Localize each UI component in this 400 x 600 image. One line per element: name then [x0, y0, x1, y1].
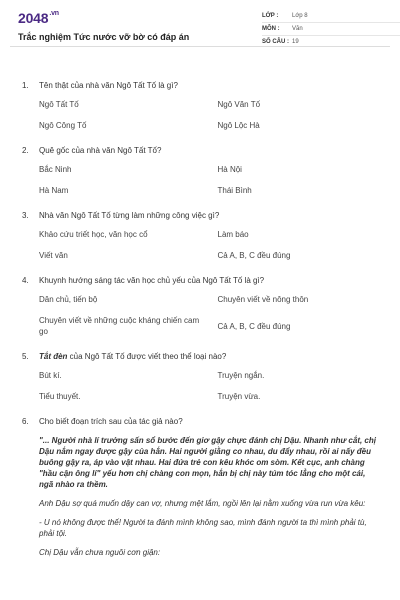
page-title: Trắc nghiệm Tức nước vỡ bờ có đáp án: [18, 32, 190, 42]
question-list: [0, 47, 400, 558]
site-logo[interactable]: [18, 10, 59, 26]
work-title: Tắt đèn: [39, 352, 68, 361]
question-number: 6.: [22, 417, 29, 426]
option-d[interactable]: Cả A, B, C đều đúng: [217, 321, 291, 331]
question-1: [22, 80, 378, 131]
meta-value: Văn: [292, 26, 303, 32]
question-text: Quê gốc của nhà văn Ngô Tất Tố?: [39, 146, 162, 155]
logo-main: 2048: [18, 10, 49, 26]
question-text: Cho biết đoạn trích sau của tác giả nào?: [39, 417, 183, 426]
meta-row-subject: [262, 23, 400, 36]
meta-label: LỚP :: [262, 13, 279, 19]
option-c[interactable]: Ngô Công Tố: [39, 121, 87, 130]
option-b[interactable]: Hà Nội: [217, 165, 242, 174]
passage-paragraph-3: Chị Dậu vẫn chưa nguôi cơn giận:: [39, 548, 161, 557]
question-number: 2.: [22, 146, 29, 155]
question-2: [22, 145, 378, 196]
question-text: Tên thật của nhà văn Ngô Tất Tố là gì?: [39, 81, 178, 90]
option-c[interactable]: Hà Nam: [39, 186, 69, 195]
option-c[interactable]: Viết văn: [39, 251, 68, 260]
logo-tld: .vn: [49, 10, 59, 17]
option-b[interactable]: Truyện ngắn.: [217, 371, 265, 380]
option-c[interactable]: Tiểu thuyết.: [39, 392, 81, 401]
meta-row-count: [262, 36, 400, 48]
question-number: 5.: [22, 352, 29, 361]
option-d[interactable]: Ngô Lộc Hà: [217, 121, 260, 130]
question-number: 4.: [22, 276, 29, 285]
question-3: [22, 210, 378, 261]
options: [22, 229, 378, 261]
quiz-meta: [262, 10, 400, 48]
question-number: 3.: [22, 211, 29, 220]
option-b[interactable]: Chuyên viết về nông thôn: [217, 295, 309, 304]
question-text-rest: của Ngô Tất Tố được viết theo thể loại nào?: [67, 352, 227, 361]
option-d[interactable]: Truyện vừa.: [217, 392, 261, 401]
option-a[interactable]: Dân chủ, tiến bộ: [39, 295, 98, 304]
question-5: [22, 351, 378, 402]
option-d[interactable]: Cả A, B, C đều đúng: [217, 251, 291, 260]
options: [22, 370, 378, 402]
meta-label: MÔN :: [262, 26, 280, 32]
option-b[interactable]: Ngô Văn Tố: [217, 100, 261, 109]
options: [22, 294, 378, 337]
question-6: [22, 416, 378, 558]
option-b[interactable]: Làm báo: [217, 230, 249, 239]
option-a[interactable]: Bắc Ninh: [39, 165, 72, 174]
option-d[interactable]: Thái Bình: [217, 186, 252, 195]
question-4: [22, 275, 378, 337]
option-a[interactable]: Ngô Tất Tố: [39, 100, 79, 109]
passage-paragraph-1: Anh Dậu sợ quá muốn dậy can vợ, nhưng mệt lắm, ngồi lên lại nằm xuống vừa run vừa kêu:: [39, 499, 366, 508]
option-c[interactable]: Chuyên viết về những cuộc kháng chiến cam go: [39, 316, 200, 336]
question-text: [39, 351, 226, 362]
options: [22, 99, 378, 131]
question-number: 1.: [22, 81, 29, 90]
meta-label: SỐ CÂU :: [262, 39, 289, 45]
passage: [22, 435, 378, 558]
question-text: Nhà văn Ngô Tất Tố từng làm những công việc gì?: [39, 211, 220, 220]
question-text: Khuynh hướng sáng tác văn học chủ yếu của Ngô Tất Tố là gì?: [39, 276, 265, 285]
meta-value: 19: [292, 39, 299, 45]
header: [10, 0, 390, 47]
options: [22, 164, 378, 196]
option-a[interactable]: Khảo cứu triết học, văn học cổ: [39, 230, 148, 239]
option-a[interactable]: Bút kí.: [39, 371, 62, 380]
meta-value: Lớp 8: [292, 13, 308, 19]
meta-row-class: [262, 10, 400, 23]
passage-paragraph-2: - U nó không được thế! Người ta đánh mình không sao, mình đánh người ta thì mình phải tù, phải tội.: [39, 518, 367, 538]
passage-quote: "... Người nhà lí trưởng sấn sổ bước đến giơ gậy chực đánh chị Dậu. Nhanh như cắt, chị Dậu nắm ngay được gậy của hắn. Hai người giằng co nhau, du đẩy nhau, rồi ai nấy đều buông gậy ra, áp vào vật nhau. Hai đứa trẻ con kêu khóc om sòm. Kết cục, anh chàng "hầu cận ông lí" yếu hơn chị chàng con mọn, hắn bị chị này túm tóc lẳng cho một cái, ngã nhào ra thềm.: [39, 436, 376, 489]
